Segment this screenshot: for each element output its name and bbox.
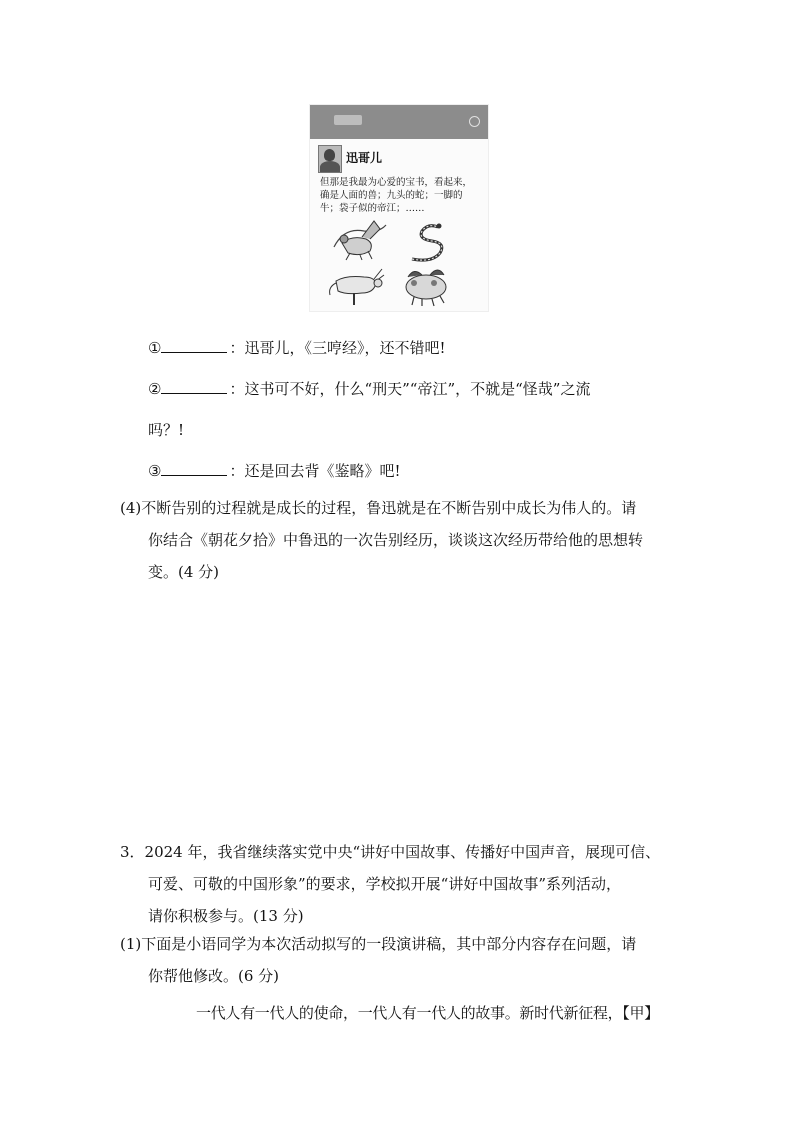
question-3-line-3: 请你积极参与。(13 分) <box>148 907 304 925</box>
dialogue-line-3: ③ ：还是回去背《鉴略》吧! <box>148 462 401 480</box>
avatar <box>318 145 342 173</box>
answer-blank-2[interactable] <box>161 379 227 394</box>
subquestion-1-line-2: 你帮他修改。(6 分) <box>148 967 280 985</box>
nine-headed-snake-illustration <box>402 219 452 263</box>
dialogue-line-2: ② ：这书可不好，什么“刑天”“帝江”，不就是“怪哉”之流 <box>148 380 591 398</box>
subquestion-1-line-1: (1)下面是小语同学为本次活动拟写的一段演讲稿，其中部分内容存在问题，请 <box>120 935 637 953</box>
answer-blank-1[interactable] <box>161 338 227 353</box>
speech-draft-line: 一代人有一代人的使命，一代人有一代人的故事。新时代新征程，【甲】 <box>196 1004 659 1022</box>
wechat-screenshot <box>309 104 489 312</box>
question-4-line-1: (4)不断告别的过程就是成长的过程，鲁迅就是在不断告别中成长为伟人的。请 <box>120 499 637 517</box>
phone-header-bar <box>310 105 488 139</box>
dialogue-line-2-cont: 吗？! <box>148 421 185 439</box>
question-4-line-3: 变。(4 分) <box>148 563 220 581</box>
post-author: 迅哥儿 <box>346 151 383 165</box>
one-legged-ox-illustration <box>324 263 388 307</box>
header-title-block <box>334 115 362 125</box>
question-3-line-1: 3．2024 年，我省继续落实党中央“讲好中国故事、传播好中国声音，展现可信、 <box>120 843 661 861</box>
human-faced-beast-illustration <box>324 217 394 261</box>
dijiang-illustration <box>398 263 460 307</box>
question-4-line-2: 你结合《朝花夕拾》中鲁迅的一次告别经历，谈谈这次经历带给他的思想转 <box>148 531 644 549</box>
question-3-line-2: 可爱、可敬的中国形象”的要求，学校拟开展“讲好中国故事”系列活动， <box>148 875 622 893</box>
answer-blank-3[interactable] <box>161 461 227 476</box>
post-text: 但那是我最为心爱的宝书，看起来， 确是人面的兽；九头的蛇；一脚的 牛；袋子似的帝江；…… <box>320 177 473 214</box>
answer-area-question-4[interactable] <box>148 600 668 820</box>
camera-icon <box>469 116 480 127</box>
dialogue-line-1: ① ：迅哥儿，《三哼经》，还不错吧! <box>148 339 446 357</box>
